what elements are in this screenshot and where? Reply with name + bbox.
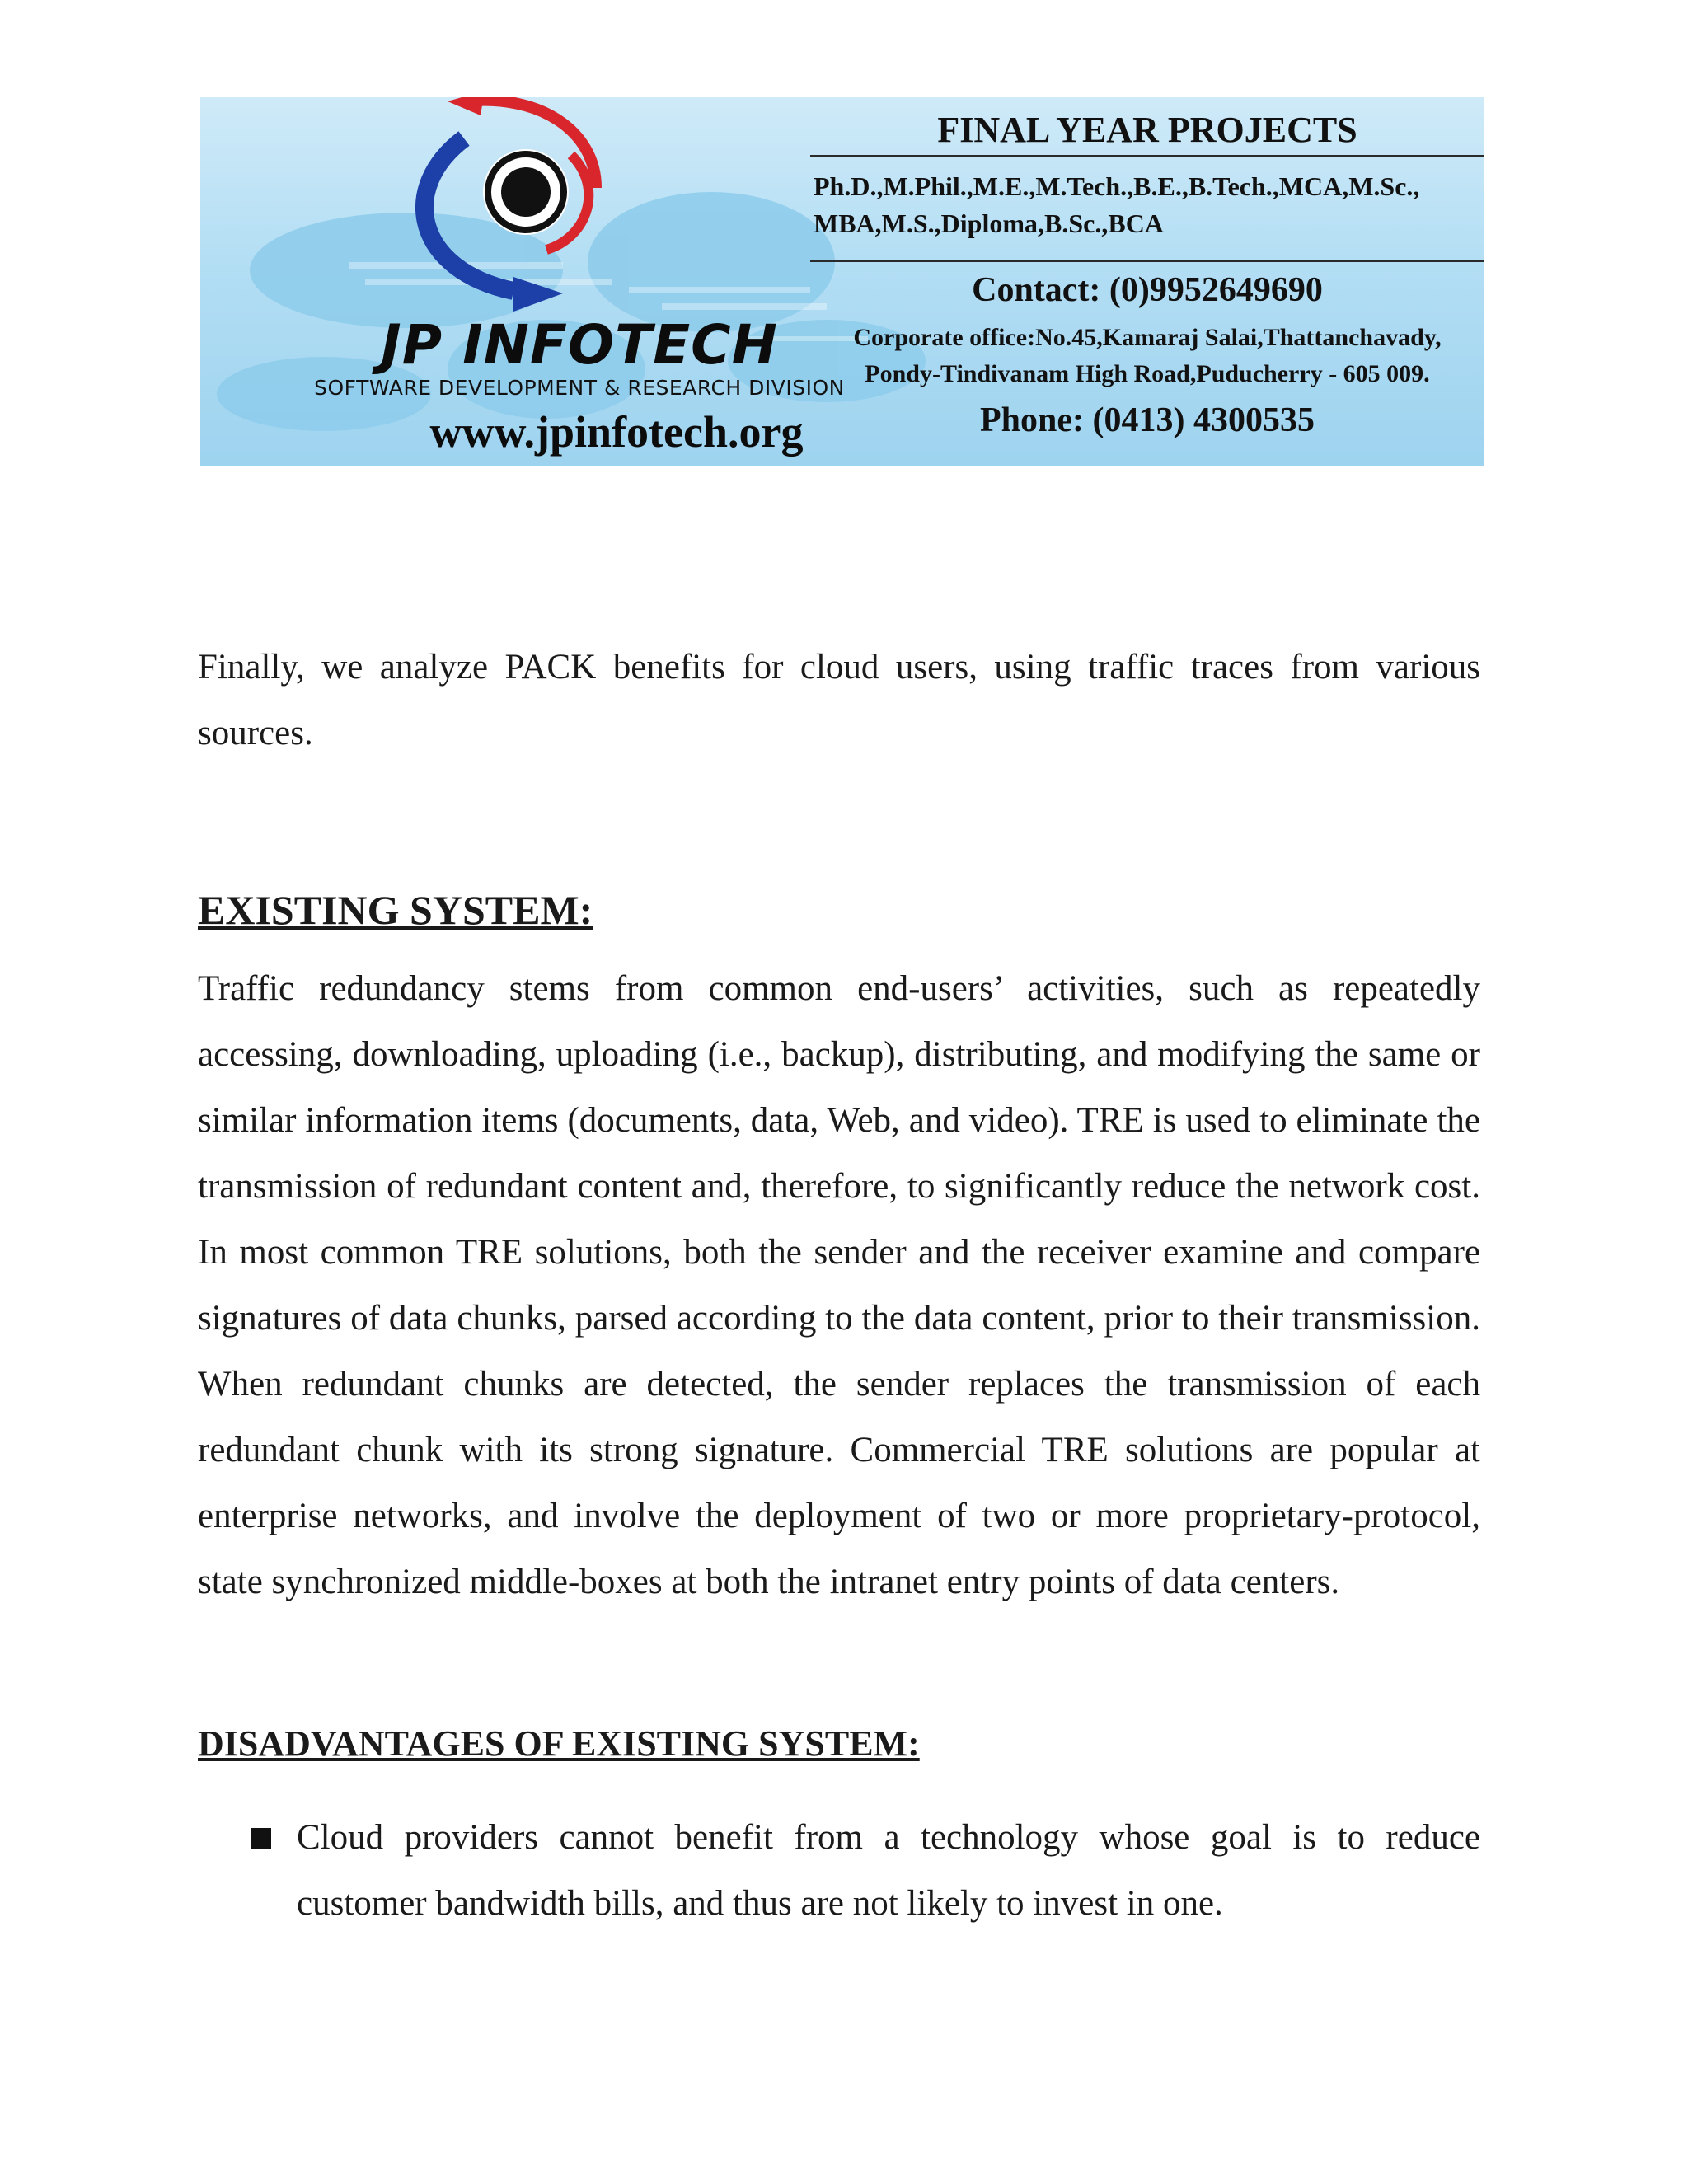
banner-heading: FINAL YEAR PROJECTS <box>937 110 1357 150</box>
intro-paragraph: Finally, we analyze PACK benefits for cloud users, using traffic traces from various sources. <box>198 648 1480 752</box>
website-link[interactable]: www.jpinfotech.org <box>429 407 804 457</box>
banner-info-column <box>810 97 1484 466</box>
address-line: Corporate office:No.45,Kamaraj Salai,Thattanchavady, <box>853 324 1442 351</box>
existing-system-heading: EXISTING SYSTEM: <box>198 887 593 933</box>
degrees-line: MBA,M.S.,Diploma,B.Sc.,BCA <box>814 209 1164 238</box>
square-bullet-icon <box>251 1828 271 1849</box>
existing-system-paragraph: Traffic redundancy stems from common end-users’ activities, such as repeatedly accessing, downloading, uploading (i.e., backup), distributing, and modifying the same or similar information items (documents, data, Web, and video). TRE is used to eliminate the transmission of redundant content and, therefore, to significantly reduce the network cost. In most common TRE solutions, both the sender and the receiver examine and compare signatures of data chunks, parsed according to the data content, prior to their transmission. When redundant chunks are detected, the sender replaces the transmission of each redundant chunk with its strong signature. Commercial TRE solutions are popular at enterprise networks, and involve the deployment of two or more proprietary-protocol, state synchronized middle-boxes at both the intranet entry points of data centers. <box>198 969 1480 1601</box>
list-item <box>247 1805 1480 1937</box>
contact-number: Contact: (0)9952649690 <box>972 271 1323 309</box>
degrees-line: Ph.D.,M.Phil.,M.E.,M.Tech.,B.E.,B.Tech.,MCA,M.Sc., <box>814 171 1420 201</box>
address-line: Pondy-Tindivanam High Road,Puducherry - 605 009. <box>865 360 1430 387</box>
disadvantages-list <box>247 1805 1480 1937</box>
list-item-text: Cloud providers cannot benefit from a technology whose goal is to reduce customer bandwidth bills, and thus are not likely to invest in one. <box>297 1818 1480 1923</box>
brand-name: JP INFOTECH <box>381 313 778 377</box>
banner-divider <box>810 260 1484 262</box>
header-banner <box>200 97 1484 466</box>
disadvantages-heading: DISADVANTAGES OF EXISTING SYSTEM: <box>198 1723 920 1764</box>
division-tagline: SOFTWARE DEVELOPMENT & RESEARCH DIVISION <box>314 376 845 400</box>
phone-number: Phone: (0413) 4300535 <box>980 401 1315 439</box>
degrees-list <box>814 168 1481 242</box>
office-address <box>810 320 1484 392</box>
banner-divider <box>810 155 1484 157</box>
